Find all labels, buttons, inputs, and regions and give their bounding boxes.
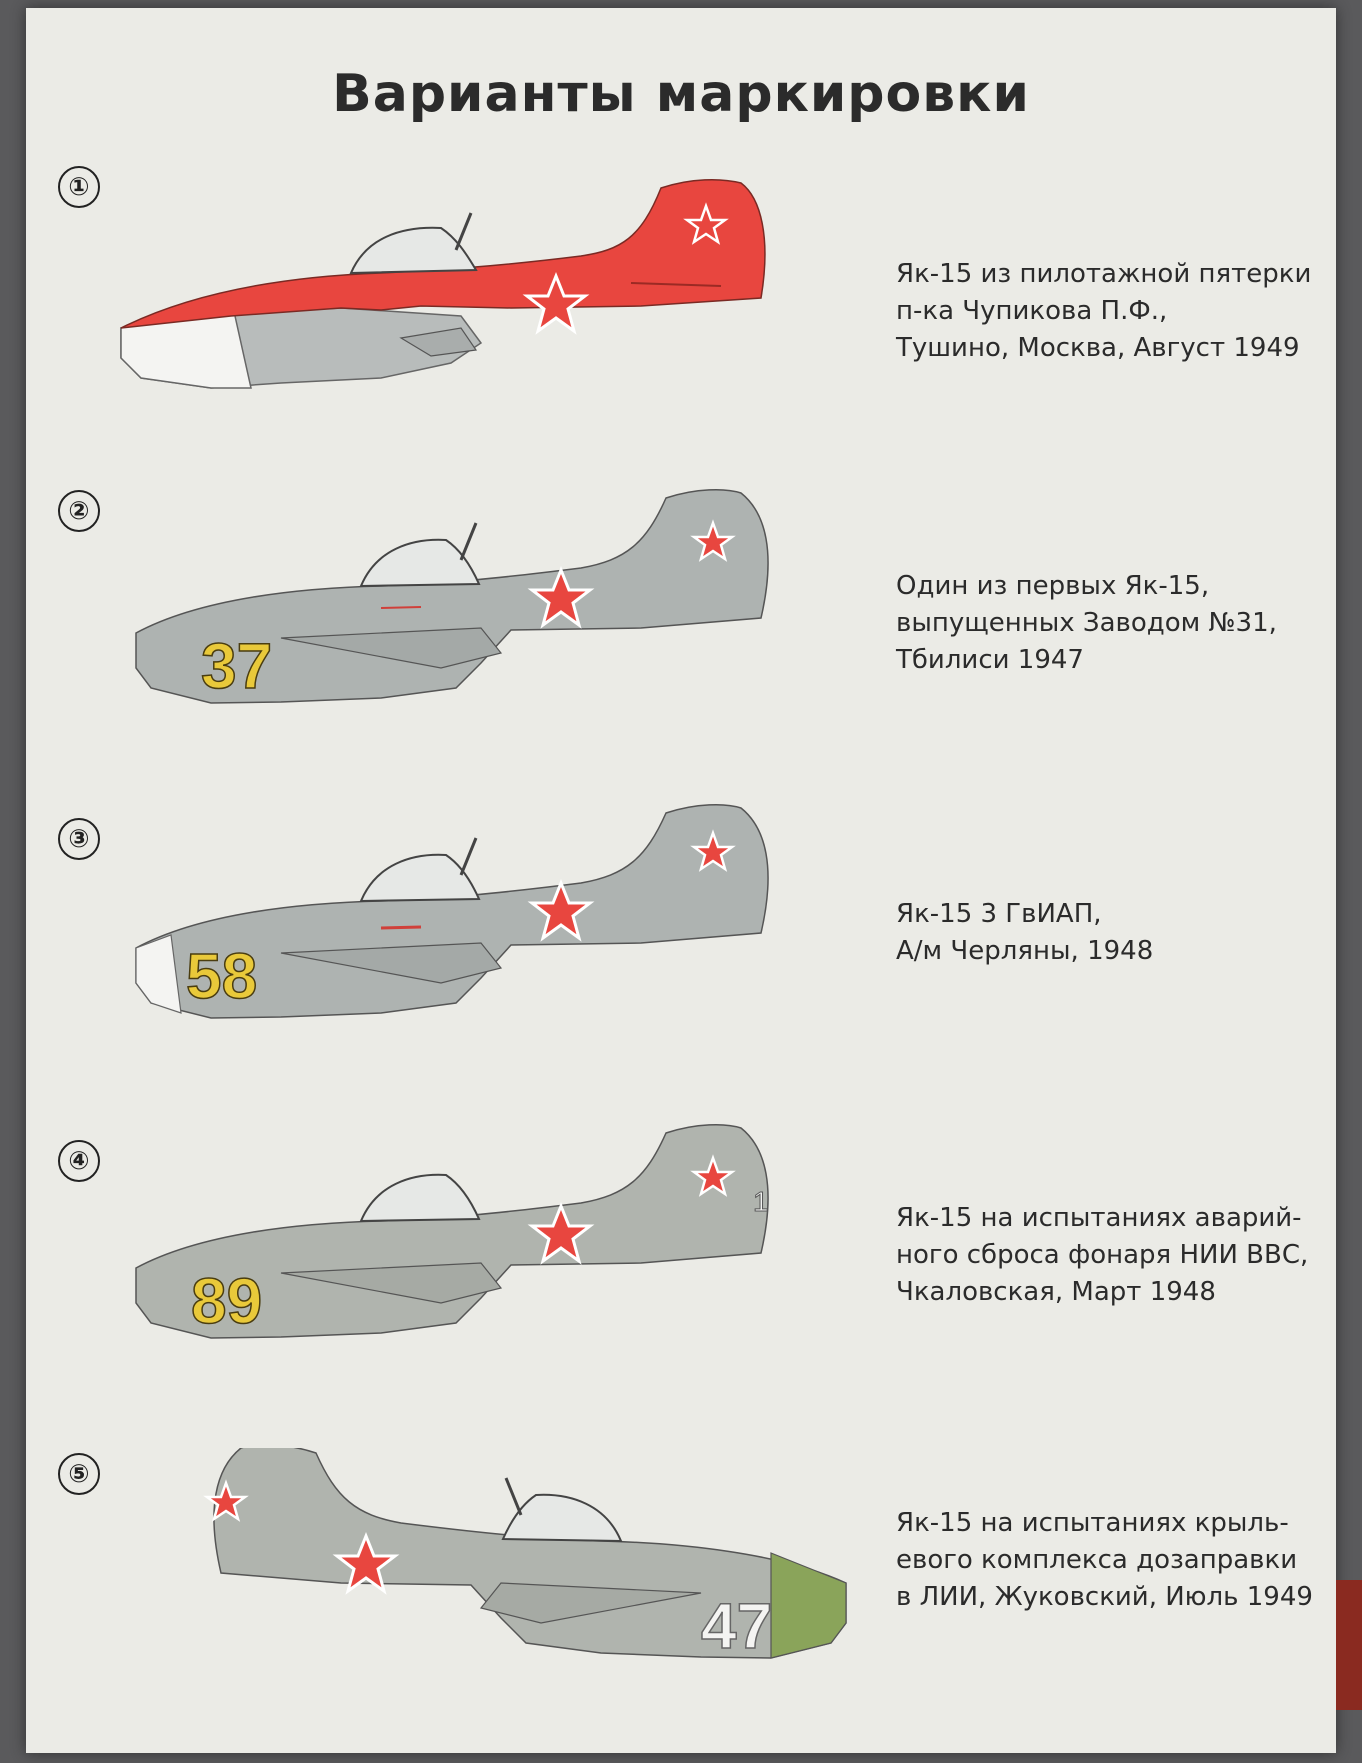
aircraft-profile-grey [81,803,901,1043]
variant-caption: Один из первых Як-15, выпущенных Заводом №31, Тбилиси 1947 [896,571,1277,675]
variant-caption: Як-15 из пилотажной пятерки п-ка Чупикова П.Ф., Тушино, Москва, Август 1949 [896,259,1312,363]
instruction-sheet [26,8,1336,1753]
variant-caption: Як-15 3 ГвИАП, А/м Черляны, 1948 [896,899,1154,966]
variant-number: ② [58,490,100,532]
variant-caption: Як-15 на испытаниях крыль- евого комплекса дозаправки в ЛИИ, Жуковский, Июль 1949 [896,1508,1313,1612]
variant-2 [26,478,1336,778]
variant-number: ① [58,166,100,208]
aircraft-profile-grey [81,488,901,728]
side-number: 37 [201,630,273,702]
variant-number: ⑤ [58,1453,100,1495]
aircraft-profile-red [81,178,901,418]
side-number: 89 [191,1265,263,1337]
aircraft-profile-grey [81,1448,901,1688]
side-number: 58 [186,940,258,1012]
page-title: Варианты маркировки [332,64,1030,124]
variant-3 [26,798,1336,1098]
variant-4 [26,1118,1336,1418]
variant-5 [26,1433,1336,1733]
variant-number: ③ [58,818,100,860]
aircraft-profile-grey [81,1118,901,1358]
variant-number: ④ [58,1140,100,1182]
variant-1 [26,158,1336,458]
background-object [1336,1580,1362,1710]
variant-caption: Як-15 на испытаниях аварий- ного сброса фонаря НИИ ВВС, Чкаловская, Март 1948 [896,1203,1309,1307]
fin-number: 1 [753,1186,769,1217]
side-number: 47 [701,1590,773,1662]
